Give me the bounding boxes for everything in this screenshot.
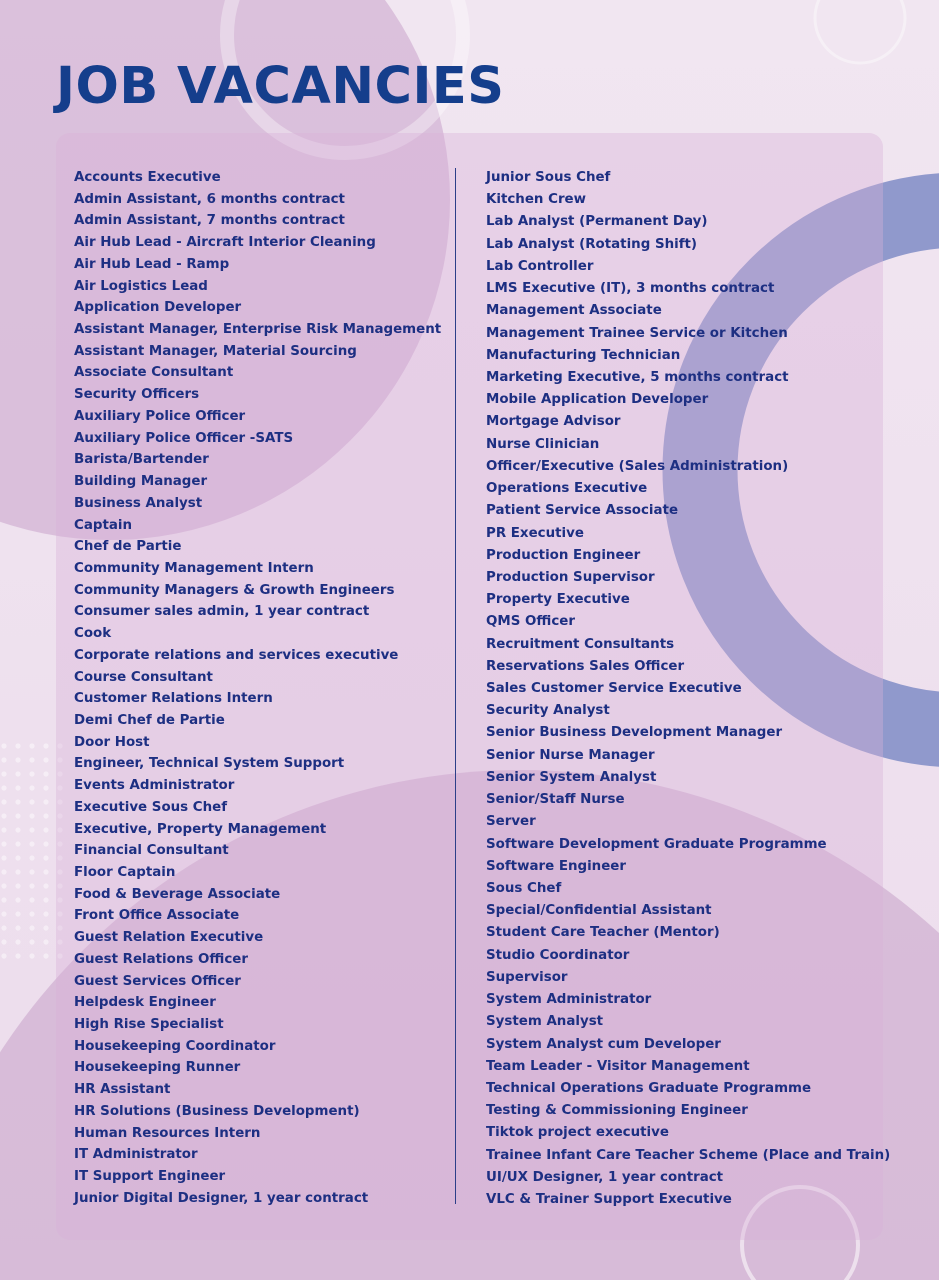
job-vacancy-item: Sous Chef [486,881,562,896]
job-vacancy-item: Barista/Bartender [74,452,209,468]
job-vacancy-item: High Rise Specialist [74,1017,224,1033]
job-vacancy-item: Air Logistics Lead [74,278,208,294]
job-vacancy-item: LMS Executive (IT), 3 months contract [486,281,775,297]
job-vacancy-item: Financial Consultant [74,843,229,859]
job-vacancy-item: Testing & Commissioning Engineer [486,1103,748,1119]
job-vacancy-item: PR Executive [486,525,584,541]
job-vacancy-item: Application Developer [74,300,242,316]
job-vacancy-item: Associate Consultant [74,365,234,381]
job-vacancy-item: Trainee Infant Care Teacher Scheme (Place and Train) [486,1147,891,1163]
job-vacancy-item: Manufacturing Technician [486,347,681,363]
job-vacancy-item: Nurse Clinician [486,436,600,452]
job-vacancy-item: Software Development Graduate Programme [486,836,827,852]
job-vacancy-item: Management Associate [486,303,662,319]
job-vacancy-item: Food & Beverage Associate [74,886,281,902]
job-vacancy-item: Cook [74,626,112,642]
job-vacancy-item: Floor Captain [74,865,176,880]
job-vacancy-item: Patient Service Associate [486,503,679,519]
job-vacancy-item: Server [486,814,536,830]
job-vacancy-item: Engineer, Technical System Support [74,756,345,772]
job-vacancy-item: Junior Digital Designer, 1 year contract [74,1190,369,1206]
job-vacancy-item: Consumer sales admin, 1 year contract [74,604,370,620]
job-vacancy-item: Chef de Partie [74,539,182,555]
job-vacancy-item: Special/Confidential Assistant [486,903,712,919]
job-vacancy-item: VLC & Trainer Support Executive [486,1192,732,1208]
job-vacancy-item: Building Manager [74,474,208,490]
job-vacancy-item: Production Engineer [486,547,641,563]
job-vacancy-item: Admin Assistant, 7 months contract [74,213,345,229]
job-vacancy-item: Guest Relations Officer [74,951,248,967]
job-vacancy-item: Tiktok project executive [486,1125,669,1141]
job-vacancy-item: Student Care Teacher (Mentor) [486,925,720,941]
job-vacancy-item: Property Executive [486,592,630,608]
job-vacancy-item: Guest Services Officer [74,973,241,989]
job-vacancy-item: Human Resources Intern [74,1125,261,1141]
job-vacancy-item: Customer Relations Intern [74,691,273,707]
job-vacancy-item: HR Solutions (Business Development) [74,1103,360,1119]
job-vacancy-item: System Administrator [486,992,652,1008]
job-vacancy-item: Senior Business Development Manager [486,725,783,741]
job-vacancy-item: UI/UX Designer, 1 year contract [486,1169,724,1185]
job-vacancy-item: Business Analyst [74,495,203,511]
job-vacancy-item: IT Support Engineer [74,1169,226,1185]
job-vacancy-item: Senior System Analyst [486,769,657,785]
job-vacancy-item: Door Host [74,734,150,750]
vacancy-list-right [486,167,890,1211]
job-vacancy-item: Team Leader - Visitor Management [486,1058,750,1074]
job-vacancy-item: Security Officers [74,387,200,403]
job-vacancy-item: Reservations Sales Officer [486,658,685,674]
job-vacancy-item: Lab Analyst (Rotating Shift) [486,236,698,252]
job-vacancy-item: Community Managers & Growth Engineers [74,582,395,598]
job-vacancy-item: Front Office Associate [74,908,240,924]
job-vacancy-item: Senior/Staff Nurse [486,792,625,808]
job-vacancy-item: Studio Coordinator [486,947,630,963]
job-vacancy-item: System Analyst cum Developer [486,1036,721,1052]
job-vacancy-item: IT Administrator [74,1147,198,1163]
job-vacancy-item: Kitchen Crew [486,192,586,208]
job-vacancy-item: Assistant Manager, Material Sourcing [74,343,357,359]
job-vacancy-item: Community Management Intern [74,560,314,576]
job-vacancy-item: Management Trainee Service or Kitchen [486,325,788,341]
job-vacancy-item: Mobile Application Developer [486,392,709,408]
job-vacancy-item: Recruitment Consultants [486,636,675,652]
job-vacancy-item: Assistant Manager, Enterprise Risk Management [74,322,442,338]
job-vacancy-item: Officer/Executive (Sales Administration) [486,458,789,474]
job-vacancy-item: System Analyst [486,1014,604,1030]
job-vacancy-item: Junior Sous Chef [486,170,611,185]
job-vacancy-item: Demi Chef de Partie [74,712,225,728]
job-vacancy-item: Security Analyst [486,703,610,719]
vacancy-list-left [74,167,441,1210]
job-vacancy-item: Sales Customer Service Executive [486,681,742,697]
job-vacancy-item: Housekeeping Coordinator [74,1038,276,1054]
job-vacancy-item: Guest Relation Executive [74,930,264,946]
page-title: JOB VACANCIES [56,57,505,116]
job-vacancy-item: Helpdesk Engineer [74,995,216,1011]
job-vacancy-item: Corporate relations and services executive [74,647,399,663]
job-vacancy-item: Operations Executive [486,481,648,497]
job-vacancy-item: Technical Operations Graduate Programme [486,1080,812,1096]
job-vacancy-item: Air Hub Lead - Aircraft Interior Cleaning [74,235,376,251]
job-vacancy-item: Auxiliary Police Officer [74,408,246,424]
job-vacancy-item: Captain [74,517,133,533]
job-vacancy-item: Course Consultant [74,669,213,685]
job-vacancy-item: Production Supervisor [486,569,655,585]
job-vacancy-item: Software Engineer [486,858,626,874]
job-vacancy-item: Executive, Property Management [74,821,327,837]
job-vacancy-item: Supervisor [486,969,568,985]
job-vacancy-item: Air Hub Lead - Ramp [74,256,230,272]
job-vacancy-item: Marketing Executive, 5 months contract [486,369,789,385]
job-vacancy-item: Accounts Executive [74,170,221,185]
job-vacancy-item: Housekeeping Runner [74,1060,241,1076]
job-vacancy-item: QMS Officer [486,614,575,630]
job-vacancy-item: Auxiliary Police Officer -SATS [74,430,294,446]
column-divider [455,168,456,1204]
job-vacancy-item: Lab Analyst (Permanent Day) [486,214,708,230]
job-vacancy-item: Mortgage Advisor [486,414,621,430]
job-vacancy-item: Executive Sous Chef [74,799,228,815]
job-vacancy-item: Admin Assistant, 6 months contract [74,191,345,207]
job-vacancy-item: Lab Controller [486,258,594,274]
job-vacancy-item: Senior Nurse Manager [486,747,655,763]
job-vacancy-item: Events Administrator [74,778,235,794]
job-vacancy-item: HR Assistant [74,1082,171,1098]
